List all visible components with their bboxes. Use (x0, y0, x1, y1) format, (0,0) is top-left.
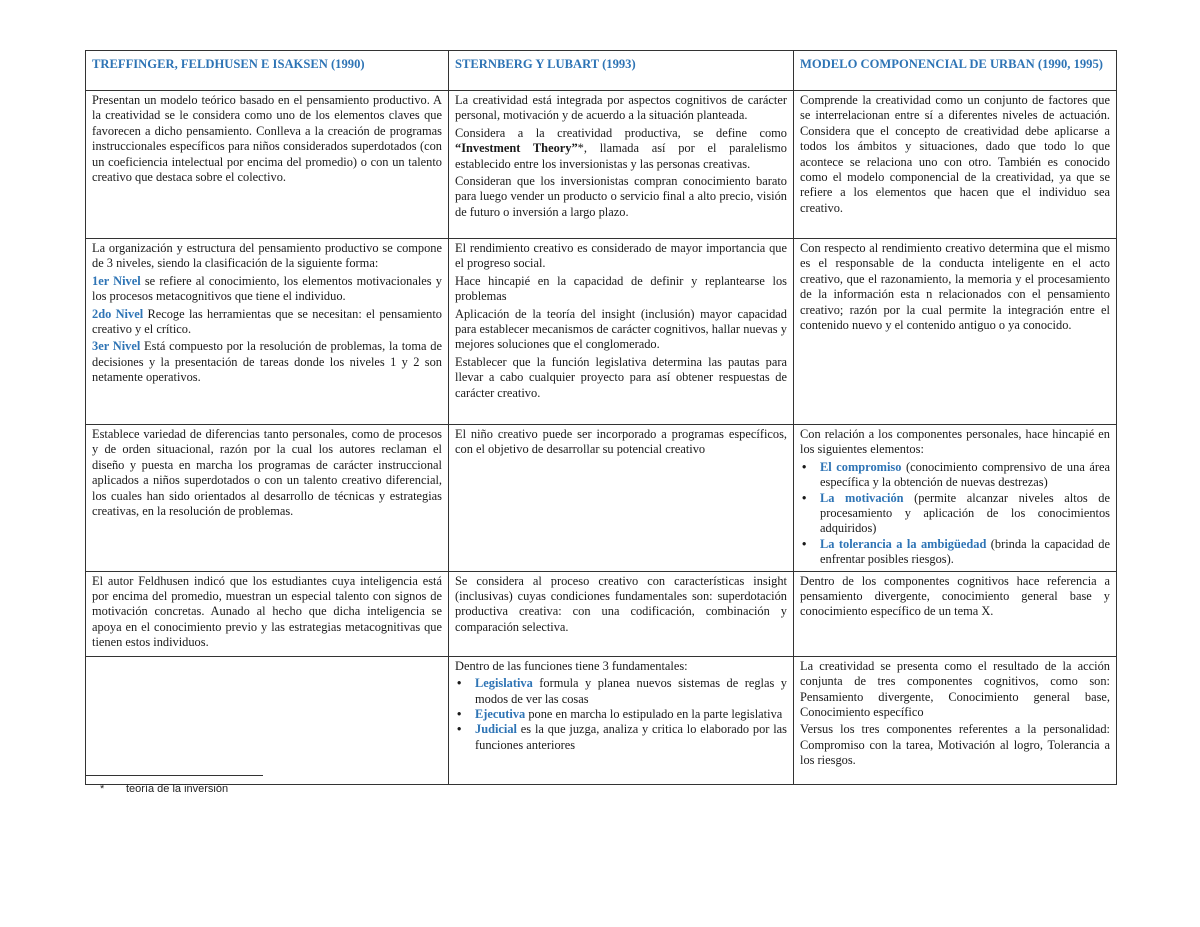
level-2-label: 2do Nivel (92, 306, 144, 321)
cell-sternberg-3: El niño creativo puede ser incorporado a programas específicos, con el objetivo de desarrollar su potencial creativo (449, 425, 794, 572)
cell-treffinger-4: El autor Feldhusen indicó que los estudiantes cuya inteligencia está por encima del promedio, muestran un especial talento con signos de motivación concretas. Aunado al hecho que dicha inteligencia se apoya en el conocimiento previo y las estrategias metacognitivas que tienen estos individuos. (86, 571, 449, 656)
list-item: • El compromiso (conocimiento comprensivo de una área específica y la obtención de nuevas destrezas) (816, 460, 1110, 491)
cell-treffinger-5 (86, 656, 449, 784)
header-treffinger: TREFFINGER, FELDHUSEN E ISAKSEN (1990) (86, 51, 449, 91)
header-urban: MODELO COMPONENCIAL DE URBAN (1990, 1995) (794, 51, 1117, 91)
cell-urban-5: La creatividad se presenta como el resultado de la acción conjunta de tres componentes cognitivos, como son: Pensamiento divergente, Conocimiento general base, Conocimiento específico Versus los tres componentes referentes a la personalidad: Compromiso con la tarea, Motivación al logro, Tolerancia a los riesgos. (794, 656, 1117, 784)
cell-urban-4: Dentro de los componentes cognitivos hace referencia a pensamiento divergente, conocimiento general base y conocimiento específico de un tema X. (794, 571, 1117, 656)
header-row (86, 51, 1117, 91)
cell-sternberg-5: Dentro de las funciones tiene 3 fundamentales: • Legislativa formula y planea nuevos sistemas de reglas y modos de ver las cosas • Ejecutiva pone en marcha lo estipulado en la parte legislativa • Judicial es la que juzga, analiza y critica lo elaborado por las funciones anteriores (449, 656, 794, 784)
list-item: • Judicial es la que juzga, analiza y critica lo elaborado por las funciones anteriores (471, 722, 787, 753)
footnote-mark: * (100, 783, 105, 795)
cell-treffinger-1: Presentan un modelo teórico basado en el pensamiento productivo. A la creatividad se le considera como uno de los elementos claves que favorecen a dicho pensamiento. Conlleva a la creación de programas instruccionales específicos para niños considerados superdotados (con un coeficiencia intelectual por encima del promedio) o con un talento creativo que destaca sobre el colectivo. (86, 91, 449, 239)
cell-sternberg-4: Se considera al proceso creativo con características insight (inclusivas) cuyas condiciones fundamentales son: superdotación productiva creativa: con una codificación, combinación y comparación selectiva. (449, 571, 794, 656)
cell-urban-1: Comprende la creatividad como un conjunto de factores que se interrelacionan entre sí a diferentes niveles de actuación. Considera que el concepto de creatividad debe aplicarse a todos los ámbitos y situaciones, dado que todo lo que acontece se relaciona uno con otro. También es conocido como el modelo componencial de la creatividad, ya que se refiere a los elementos que hacen que el individuo sea creativo. (794, 91, 1117, 239)
list-item: • La motivación (permite alcanzar niveles altos de procesamiento y aplicación de los conocimientos adquiridos) (816, 491, 1110, 537)
cell-urban-2: Con respecto al rendimiento creativo determina que el mismo es el responsable de la conducta inteligente en el acto creativo, que el razonamiento, la memoria y el procesamiento de la información esta n relacionados con el pensamiento creativo; razón por la cual permite la integración entre el contenido nuevo y el contenido antiguo o ya conocido. (794, 239, 1117, 425)
list-item: • Legislativa formula y planea nuevos sistemas de reglas y modos de ver las cosas (471, 676, 787, 707)
cell-urban-3: Con relación a los componentes personales, hace hincapié en los siguientes elementos: • El compromiso (conocimiento comprensivo de una área específica y la obtención de nuevas destrezas) • La motivación (permite alcanzar niveles altos de procesamiento y aplicación de los conocimientos adquiridos) • La tolerancia a la ambigüedad (brinda la capacidad de enfrentar posibles riesgos). (794, 425, 1117, 572)
footnote-separator-tick (85, 775, 86, 784)
table-row (86, 571, 1117, 656)
functions-list (455, 676, 787, 753)
footnote (100, 783, 228, 795)
footnote-text: teoría de la inversión (126, 783, 229, 795)
list-item: • La tolerancia a la ambigüedad (brinda la capacidad de enfrentar posibles riesgos). (816, 537, 1110, 568)
table-row (86, 239, 1117, 425)
table-row (86, 91, 1117, 239)
investment-theory-term: “Investment Theory” (455, 141, 578, 156)
level-3-label: 3er Nivel (92, 339, 141, 354)
table-row (86, 656, 1117, 784)
cell-sternberg-2: El rendimiento creativo es considerado de mayor importancia que el progreso social. Hace hincapié en la capacidad de definir y replantearse los problemas Aplicación de la teoría del insight (inclusión) mayor capacidad para establecer mecanismos de carácter cognitivos, hallar nuevas y mejores soluciones que el conglomerado. Establecer que la función legislativa determina las pautas para llevar a cabo cualquier proyecto para así obtener respuestas de carácter creativo. (449, 239, 794, 425)
table-row (86, 425, 1117, 572)
footnote-separator (85, 775, 263, 776)
list-item: • Ejecutiva pone en marcha lo estipulado en la parte legislativa (471, 707, 787, 722)
level-1-label: 1er Nivel (92, 273, 141, 288)
personal-components-list (800, 460, 1110, 568)
cell-treffinger-3: Establece variedad de diferencias tanto personales, como de procesos y de orden situacional, razón por la cual los autores reclaman el diseño y puesta en marcha los programas de carácter instruccional aplicados a niños superdotados o con un talento creativo diferencial, los cuales han sido orientados al desarrollo de técnicas y estrategias creativas, en la resolución de problemas. (86, 425, 449, 572)
header-sternberg: STERNBERG Y LUBART (1993) (449, 51, 794, 91)
cell-sternberg-1: La creatividad está integrada por aspectos cognitivos de carácter personal, motivación y de acuerdo a la situación planteada. Considera a la creatividad productiva, se define como “Investment Theory”*, llamada así por el paralelismo establecido entre los inversionistas y las personas creativas. Consideran que los inversionistas compran conocimiento barato para luego vender un producto o servicio final a alto precio, visión de futuro o inversión a largo plazo. (449, 91, 794, 239)
cell-treffinger-2: La organización y estructura del pensamiento productivo se compone de 3 niveles, siendo la clasificación de la siguiente forma: 1er Nivel se refiere al conocimiento, los elementos motivacionales y los procesos metacognitivos que tiene el individuo. 2do Nivel Recoge las herramientas que se necesitan: el pensamiento creativo y el crítico. 3er Nivel Está compuesto por la resolución de problemas, la toma de decisiones y la presentación de tareas donde los niveles 1 y 2 son netamente operativos. (86, 239, 449, 425)
comparison-table (85, 50, 1117, 785)
